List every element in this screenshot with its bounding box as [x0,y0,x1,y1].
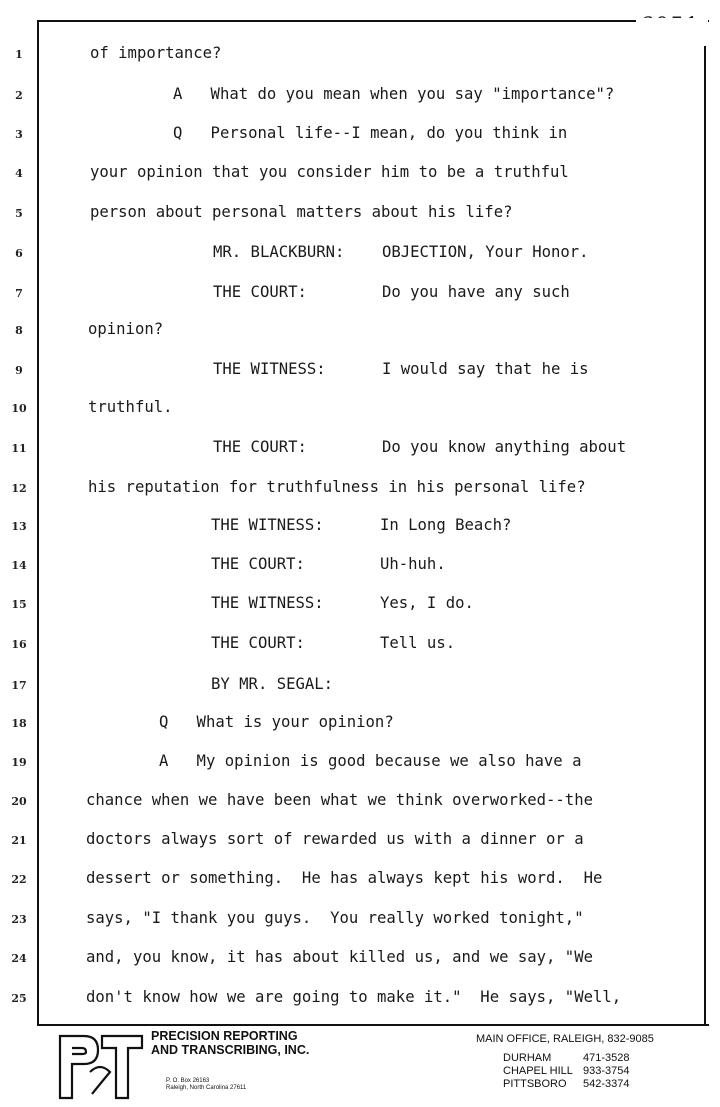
office-row [503,1065,630,1078]
firm-logo-icon [54,1028,146,1100]
line-number: 15 [11,598,27,611]
line-number: 16 [11,638,27,651]
transcript-line: and, you know, it has about killed us, and we say, "We [86,948,593,966]
office-city: PITTSBORO [503,1078,567,1090]
transcript-line: Q What is your opinion? [159,713,394,731]
line-number: 10 [11,402,27,415]
firm-address [166,1078,246,1092]
transcript-line: of importance? [90,44,222,62]
line-number: 23 [11,913,27,926]
transcript-line: don't know how we are going to make it." He says, "Well, [86,988,622,1006]
line-number: 25 [11,992,27,1005]
transcript-line: MR. BLACKBURN: OBJECTION, Your Honor. [213,243,589,261]
transcript-line: A What do you mean when you say "importance"? [173,85,615,103]
transcript-line: says, "I thank you guys. You really worked tonight," [86,909,584,927]
transcript-line: THE COURT: Do you have any such [213,283,570,301]
line-number: 21 [11,834,27,847]
transcript-line: THE WITNESS: Yes, I do. [211,594,474,612]
transcript-line: dessert or something. He has always kept his word. He [86,869,603,887]
transcript-line: THE COURT: Tell us. [211,634,456,652]
office-row [503,1078,630,1091]
transcript-line: THE COURT: Do you know anything about [213,438,627,456]
transcript-line: person about personal matters about his life? [90,203,513,221]
transcript-line: your opinion that you consider him to be a truthful [90,163,569,181]
office-city: DURHAM [503,1052,552,1064]
transcript-line: truthful. [88,398,173,416]
line-number: 17 [11,679,27,692]
line-number: 5 [15,207,23,220]
transcript-line: BY MR. SEGAL: [211,675,334,693]
line-number: 12 [11,482,27,495]
transcript-line: Q Personal life--I mean, do you think in [173,124,568,142]
line-number: 9 [15,364,23,377]
firm-name [151,1029,309,1057]
office-row [503,1052,630,1065]
frame-right-edge [704,44,706,1024]
transcript-line: THE WITNESS: I would say that he is [213,360,589,378]
firm-name-line1: PRECISION REPORTING [151,1029,298,1043]
office-phone: 471-3528 [583,1052,630,1064]
line-number: 13 [11,520,27,533]
transcript-line: his reputation for truthfulness in his personal life? [88,478,586,496]
footer [0,1024,720,1107]
line-number: 24 [11,952,27,965]
po-box: P. O. Box 26163 [166,1078,210,1084]
line-number: 2 [15,89,23,102]
line-number: 11 [11,442,27,455]
transcript-line: opinion? [88,320,164,338]
line-number: 6 [15,247,23,260]
line-number: 22 [11,873,27,886]
transcript-line: doctors always sort of rewarded us with a dinner or a [86,830,584,848]
line-number: 4 [15,167,23,180]
line-number: 1 [15,48,23,61]
line-number: 8 [15,324,23,337]
firm-name-line2: AND TRANSCRIBING, INC. [151,1043,310,1057]
transcript-line: THE WITNESS: In Long Beach? [211,516,512,534]
office-city: CHAPEL HILL [503,1065,573,1077]
transcript-line: A My opinion is good because we also have a [159,752,582,770]
office-phone: 933-3754 [583,1065,630,1077]
line-number: 3 [15,128,23,141]
address-city: Raleigh, North Carolina 27611 [166,1085,247,1091]
line-number: 20 [11,795,27,808]
transcript-line: THE COURT: Uh-huh. [211,555,446,573]
office-list [503,1052,630,1091]
office-phone: 542-3374 [583,1078,630,1090]
frame-top-notch [636,18,708,46]
transcript-line: chance when we have been what we think overworked--the [86,791,593,809]
line-number: 7 [15,287,23,300]
main-office: MAIN OFFICE, RALEIGH, 832-9085 [476,1033,654,1045]
line-number: 18 [11,717,27,730]
line-number: 19 [11,756,27,769]
line-number: 14 [11,559,27,572]
